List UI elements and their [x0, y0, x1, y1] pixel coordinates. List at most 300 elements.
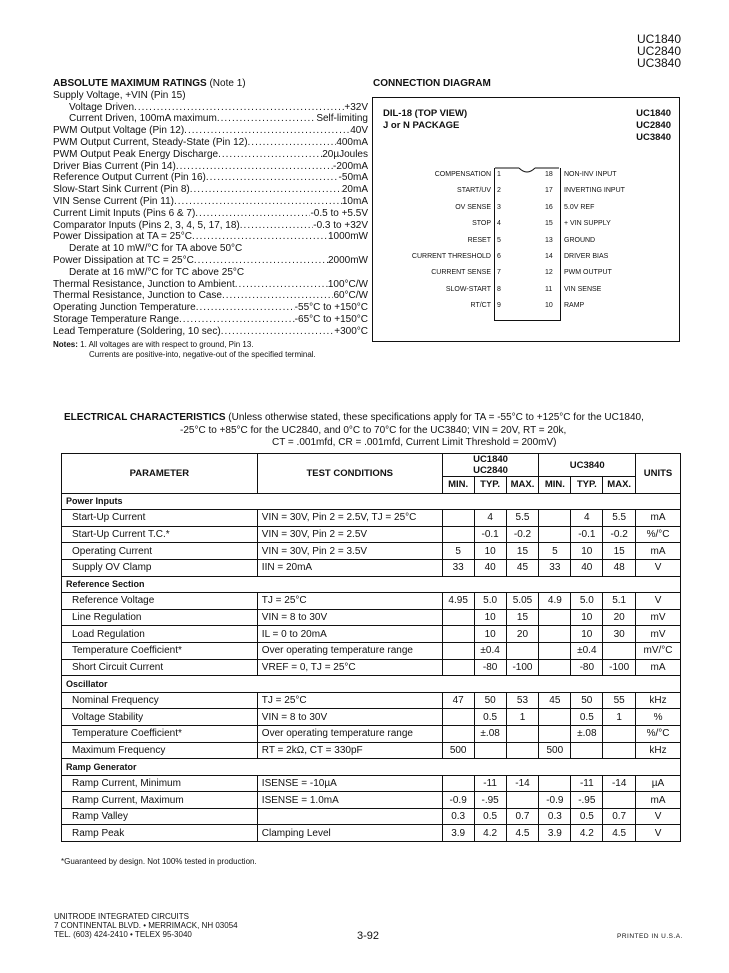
value-cell: 20: [506, 626, 539, 643]
amr-leader: [134, 102, 344, 114]
units-cell: mV: [636, 609, 681, 626]
pin-name: COMPENSATION: [434, 171, 491, 178]
amr-label: Operating Junction Temperature: [53, 302, 196, 314]
value-cell: ±0.4: [571, 642, 603, 659]
pin-number: 18: [545, 171, 553, 178]
table-row: [62, 626, 681, 643]
value-cell: 4.9: [539, 593, 571, 610]
value-cell: 4: [571, 510, 603, 527]
amr-leader: [217, 113, 316, 125]
value-cell: 45: [506, 559, 539, 576]
value-cell: [603, 742, 636, 759]
condition-cell: RT = 2kΩ, CT = 330pF: [257, 742, 442, 759]
amr-row: [53, 314, 368, 326]
value-cell: 20: [603, 609, 636, 626]
value-cell: [539, 775, 571, 792]
parameter-cell: Supply OV Clamp: [62, 559, 258, 576]
section-title: Oscillator: [62, 676, 681, 693]
pin-number: 2: [497, 187, 501, 195]
table-row: [62, 559, 681, 576]
amr-leader: [194, 255, 328, 267]
section-row: [62, 676, 681, 693]
value-cell: 5: [539, 543, 571, 560]
parameter-cell: Line Regulation: [62, 609, 258, 626]
amr-leader: [244, 267, 368, 279]
amr-label: Power Dissipation at TC = 25°C: [53, 254, 194, 266]
pin-number: 10: [545, 302, 553, 310]
parameter-cell: Ramp Current, Maximum: [62, 792, 258, 809]
units-cell: µA: [636, 775, 681, 792]
part-number: UC2840: [637, 44, 682, 58]
diagram-part-number: UC3840: [636, 132, 671, 143]
pin-name: PWM OUTPUT: [564, 269, 612, 277]
amr-label: PWM Output Peak Energy Discharge: [53, 148, 219, 160]
pin-number: 14: [545, 253, 553, 260]
value-cell: 10: [571, 626, 603, 643]
parameter-cell: Ramp Current, Minimum: [62, 775, 258, 792]
value-cell: [539, 659, 571, 676]
section-title: Reference Section: [62, 576, 681, 593]
pin-name: CURRENT SENSE: [431, 269, 491, 277]
parameter-cell: Temperature Coefficient*: [62, 642, 258, 659]
value-cell: 0.3: [539, 808, 571, 825]
ec-table-body: [62, 493, 681, 841]
amr-row: [53, 326, 368, 338]
amr-value: -0.3 to +32V: [313, 219, 368, 231]
value-cell: 4.5: [506, 825, 539, 842]
value-cell: -.95: [474, 792, 506, 809]
value-cell: 0.3: [442, 808, 474, 825]
value-cell: 3.9: [442, 825, 474, 842]
value-cell: [442, 725, 474, 742]
table-row: [62, 709, 681, 726]
parameter-cell: Nominal Frequency: [62, 692, 258, 709]
units-cell: mA: [636, 543, 681, 560]
amr-row: [53, 220, 368, 232]
value-cell: [442, 526, 474, 543]
table-row: [62, 526, 681, 543]
value-cell: [571, 742, 603, 759]
pin-name: 5.0V REF: [564, 203, 595, 211]
value-cell: [603, 725, 636, 742]
table-row: [62, 593, 681, 610]
pin-name: + VIN SUPPLY: [564, 220, 611, 228]
amr-label: Derate at 16 mW/°C for TC above 25°C: [69, 266, 245, 278]
value-cell: [539, 609, 571, 626]
pin-number: 7: [497, 269, 501, 277]
value-cell: -.95: [571, 792, 603, 809]
value-cell: 10: [474, 543, 506, 560]
col-typ: TYP.: [571, 477, 603, 494]
value-cell: ±0.4: [474, 642, 506, 659]
condition-cell: Over operating temperature range: [257, 725, 442, 742]
value-cell: 1: [603, 709, 636, 726]
table-row: [62, 775, 681, 792]
section-title: Ramp Generator: [62, 759, 681, 776]
amr-row: [53, 149, 368, 161]
parameter-cell: Ramp Valley: [62, 808, 258, 825]
table-row: [62, 808, 681, 825]
amr-label: Voltage Driven: [69, 101, 135, 113]
value-cell: -0.2: [506, 526, 539, 543]
value-cell: 0.5: [474, 709, 506, 726]
value-cell: [474, 742, 506, 759]
amr-leader: [206, 172, 339, 184]
section-row: [62, 759, 681, 776]
group-part-a: UC1840: [473, 454, 508, 465]
units-cell: %/°C: [636, 725, 681, 742]
units-cell: kHz: [636, 742, 681, 759]
part-number-list: [637, 33, 681, 69]
amr-value: 40V: [350, 125, 368, 137]
value-cell: [539, 626, 571, 643]
pin-name: INVERTING INPUT: [564, 187, 625, 195]
value-cell: [442, 775, 474, 792]
amr-row: [53, 302, 368, 314]
amr-label: Slow-Start Sink Current (Pin 8): [53, 184, 190, 196]
section-row: [62, 576, 681, 593]
col-typ: TYP.: [474, 477, 506, 494]
value-cell: 5.0: [571, 593, 603, 610]
package-type: J or N PACKAGE: [383, 120, 460, 131]
condition-cell: IIN = 20mA: [257, 559, 442, 576]
amr-leader: [196, 302, 295, 314]
pin-number: 4: [497, 220, 501, 228]
col-parameter: PARAMETER: [62, 454, 258, 494]
amr-value: +300°C: [334, 325, 368, 337]
diagram-part-numbers: [636, 108, 671, 144]
amr-row: [53, 243, 368, 255]
amr-row: [53, 184, 368, 196]
pin-name: GROUND: [564, 236, 596, 244]
pin-name: SLOW-START: [445, 285, 491, 293]
amr-value: 400mA: [336, 136, 368, 148]
amr-leader: [222, 290, 333, 302]
connection-diagram: [372, 97, 680, 342]
value-cell: 50: [474, 692, 506, 709]
condition-cell: TJ = 25°C: [257, 692, 442, 709]
amr-leader: [179, 314, 295, 326]
package-label: [383, 108, 467, 132]
pin-number: 5: [497, 236, 501, 244]
parameter-cell: Temperature Coefficient*: [62, 725, 258, 742]
value-cell: [539, 642, 571, 659]
amr-leader: [248, 137, 337, 149]
note-2: Currents are positive-into, negative-out of the specified terminal.: [89, 349, 316, 359]
amr-value: -50mA: [338, 172, 368, 184]
amr-label: Thermal Resistance, Junction to Case: [53, 290, 222, 302]
table-row: [62, 510, 681, 527]
value-cell: 5: [442, 543, 474, 560]
table-row: [62, 792, 681, 809]
amr-value: -65°C to +150°C: [294, 313, 368, 325]
value-cell: 30: [603, 626, 636, 643]
value-cell: 33: [539, 559, 571, 576]
pin-name: VIN SENSE: [564, 285, 602, 293]
value-cell: [442, 659, 474, 676]
value-cell: [539, 709, 571, 726]
amr-leader: [186, 90, 368, 102]
parameter-cell: Maximum Frequency: [62, 742, 258, 759]
pin-number: 16: [545, 203, 553, 211]
pin-number: 11: [545, 285, 553, 293]
value-cell: 3.9: [539, 825, 571, 842]
value-cell: 50: [571, 692, 603, 709]
value-cell: 15: [506, 543, 539, 560]
condition-cell: VIN = 30V, Pin 2 = 3.5V: [257, 543, 442, 560]
value-cell: 4: [474, 510, 506, 527]
amr-label: PWM Output Current, Steady-State (Pin 12): [53, 136, 248, 148]
value-cell: [539, 510, 571, 527]
value-cell: 55: [603, 692, 636, 709]
amr-value: 20µJoules: [322, 148, 368, 160]
amr-label: Driver Bias Current (Pin 14): [53, 160, 176, 172]
col-max: MAX.: [603, 477, 636, 494]
col-min: MIN.: [442, 477, 474, 494]
condition-cell: TJ = 25°C: [257, 593, 442, 610]
amr-row: [53, 231, 368, 243]
condition-cell: VIN = 8 to 30V: [257, 709, 442, 726]
col-group-uc3840: UC3840: [539, 454, 636, 477]
units-cell: %/°C: [636, 526, 681, 543]
value-cell: [603, 792, 636, 809]
pin-number: 8: [497, 285, 501, 293]
value-cell: [506, 792, 539, 809]
amr-label: Derate at 10 mW/°C for TA above 50°C: [69, 243, 243, 255]
value-cell: -0.2: [603, 526, 636, 543]
condition-cell: VIN = 30V, Pin 2 = 2.5V, TJ = 25°C: [257, 510, 442, 527]
amr-row: [53, 196, 368, 208]
value-cell: 10: [571, 609, 603, 626]
units-cell: kHz: [636, 692, 681, 709]
ec-conditions-2: -25°C to +85°C for the UC2840, and 0°C to 70°C for the UC3840; VIN = 20V, RT = 20k,: [180, 424, 567, 436]
units-cell: V: [636, 808, 681, 825]
value-cell: 4.5: [603, 825, 636, 842]
value-cell: 0.7: [603, 808, 636, 825]
pin-number: 9: [497, 302, 501, 310]
value-cell: 500: [442, 742, 474, 759]
value-cell: ±.08: [474, 725, 506, 742]
pin-number: 13: [545, 236, 553, 244]
amr-row: [53, 172, 368, 184]
group-part-b: UC2840: [473, 465, 508, 476]
condition-cell: VIN = 8 to 30V: [257, 609, 442, 626]
pin-number: 1: [497, 171, 501, 178]
pin-name: RT/CT: [470, 302, 491, 310]
amr-leader: [240, 220, 313, 232]
amr-leader: [242, 243, 368, 255]
value-cell: 0.5: [474, 808, 506, 825]
condition-cell: VIN = 30V, Pin 2 = 2.5V: [257, 526, 442, 543]
amr-row: [53, 125, 368, 137]
value-cell: -80: [571, 659, 603, 676]
company-address: 7 CONTINENTAL BLVD. • MERRIMACK, NH 03054: [54, 921, 238, 930]
pin-number: 12: [545, 269, 553, 277]
parameter-cell: Ramp Peak: [62, 825, 258, 842]
value-cell: 15: [506, 609, 539, 626]
amr-leader: [184, 125, 350, 137]
parameter-cell: Start-Up Current: [62, 510, 258, 527]
pin-name: STOP: [472, 220, 491, 228]
col-group-uc1840: [442, 454, 539, 477]
amr-heading: [53, 78, 368, 90]
parameter-cell: Start-Up Current T.C.*: [62, 526, 258, 543]
amr-value: 100°C/W: [327, 278, 368, 290]
amr-title-note: (Note 1): [206, 78, 246, 89]
value-cell: -0.9: [442, 792, 474, 809]
value-cell: [442, 709, 474, 726]
amr-row: [53, 137, 368, 149]
col-conditions: TEST CONDITIONS: [257, 454, 442, 494]
connection-diagram-title: CONNECTION DIAGRAM: [373, 78, 491, 89]
amr-label: PWM Output Voltage (Pin 12): [53, 125, 185, 137]
col-max: MAX.: [506, 477, 539, 494]
section-row: [62, 493, 681, 510]
value-cell: 10: [474, 626, 506, 643]
condition-cell: Over operating temperature range: [257, 642, 442, 659]
amr-leader: [176, 161, 333, 173]
absolute-max-ratings: [53, 78, 368, 360]
value-cell: 5.5: [506, 510, 539, 527]
units-cell: mV: [636, 626, 681, 643]
table-row: [62, 825, 681, 842]
amr-label: Reference Output Current (Pin 16): [53, 172, 206, 184]
value-cell: 40: [474, 559, 506, 576]
pin-number: 3: [497, 203, 501, 211]
amr-row: [53, 279, 368, 291]
value-cell: 500: [539, 742, 571, 759]
amr-value: -55°C to +150°C: [294, 302, 368, 314]
amr-leader: [221, 326, 335, 338]
value-cell: 0.5: [571, 808, 603, 825]
amr-label: Current Limit Inputs (Pins 6 & 7): [53, 207, 196, 219]
pin-number: 15: [545, 220, 553, 228]
table-row: [62, 659, 681, 676]
value-cell: 0.5: [571, 709, 603, 726]
value-cell: 4.95: [442, 593, 474, 610]
ec-heading-line1: [60, 412, 680, 425]
value-cell: -100: [506, 659, 539, 676]
diagram-part-number: UC1840: [636, 108, 671, 119]
col-units: UNITS: [636, 454, 681, 494]
section-title: Power Inputs: [62, 493, 681, 510]
amr-value: -0.5 to +5.5V: [310, 207, 368, 219]
condition-cell: ISENSE = 1.0mA: [257, 792, 442, 809]
amr-leader: [190, 184, 342, 196]
amr-label: Current Driven, 100mA maximum: [69, 113, 217, 125]
pin-number: 17: [545, 187, 553, 195]
parameter-cell: Reference Voltage: [62, 593, 258, 610]
package-view: DIL-18 (TOP VIEW): [383, 108, 468, 119]
ec-conditions-1: (Unless otherwise stated, these specifications apply for TA = -55°C to +125°C for the UC1840,: [225, 412, 644, 423]
page-number: 3-92: [357, 930, 380, 942]
condition-cell: IL = 0 to 20mA: [257, 626, 442, 643]
value-cell: -0.9: [539, 792, 571, 809]
value-cell: 0.7: [506, 808, 539, 825]
value-cell: [442, 609, 474, 626]
amr-rows: [53, 90, 368, 338]
value-cell: -14: [603, 775, 636, 792]
amr-label: Lead Temperature (Soldering, 10 sec): [53, 325, 221, 337]
amr-label: Comparator Inputs (Pins 2, 3, 4, 5, 17, 18): [53, 219, 240, 231]
amr-row: [53, 161, 368, 173]
units-cell: V: [636, 559, 681, 576]
amr-row: [53, 267, 368, 279]
condition-cell: ISENSE = -10µA: [257, 775, 442, 792]
company-name: UNITRODE INTEGRATED CIRCUITS: [54, 912, 189, 921]
value-cell: -100: [603, 659, 636, 676]
value-cell: 45: [539, 692, 571, 709]
amr-leader: [235, 279, 328, 291]
amr-row: [53, 255, 368, 267]
electrical-characteristics-table: [61, 453, 681, 842]
amr-label: Thermal Resistance, Junction to Ambient: [53, 278, 235, 290]
table-row: [62, 742, 681, 759]
amr-row: [53, 90, 368, 102]
value-cell: [442, 626, 474, 643]
ec-conditions-3: CT = .001mfd, CR = .001mfd, Current Limit Threshold = 200mV): [272, 437, 557, 448]
company-phone: TEL. (603) 424-2410 • TELEX 95-3040: [54, 930, 192, 939]
company-info: [54, 912, 238, 939]
amr-row: [53, 208, 368, 220]
amr-label: Supply Voltage, +VIN (Pin 15): [53, 89, 186, 101]
table-row: [62, 609, 681, 626]
value-cell: [506, 725, 539, 742]
amr-value: 1000mW: [327, 231, 368, 243]
value-cell: -11: [474, 775, 506, 792]
amr-row: [53, 102, 368, 114]
amr-notes: [53, 340, 368, 360]
value-cell: -0.1: [474, 526, 506, 543]
table-row: [62, 543, 681, 560]
pin-name: DRIVER BIAS: [564, 253, 609, 260]
ec-heading: [60, 412, 680, 450]
notes-label: Notes:: [53, 339, 78, 349]
units-cell: %: [636, 709, 681, 726]
pin-name: CURRENT THRESHOLD: [411, 253, 491, 260]
value-cell: [506, 742, 539, 759]
value-cell: 5.05: [506, 593, 539, 610]
amr-row: [53, 290, 368, 302]
ec-title: ELECTRICAL CHARACTERISTICS: [64, 412, 226, 423]
value-cell: 5.5: [603, 510, 636, 527]
units-cell: V: [636, 593, 681, 610]
value-cell: [539, 526, 571, 543]
value-cell: 5.0: [474, 593, 506, 610]
amr-label: Storage Temperature Range: [53, 313, 180, 325]
value-cell: 5.1: [603, 593, 636, 610]
parameter-cell: Operating Current: [62, 543, 258, 560]
value-cell: [539, 725, 571, 742]
note-1: 1. All voltages are with respect to ground, Pin 13.: [77, 339, 254, 349]
units-cell: mA: [636, 510, 681, 527]
diagram-part-number: UC2840: [636, 120, 671, 131]
amr-value: 20mA: [341, 184, 368, 196]
parameter-cell: Short Circuit Current: [62, 659, 258, 676]
amr-value: -200mA: [332, 160, 368, 172]
value-cell: -80: [474, 659, 506, 676]
value-cell: 33: [442, 559, 474, 576]
value-cell: -14: [506, 775, 539, 792]
units-cell: mV/°C: [636, 642, 681, 659]
parameter-cell: Voltage Stability: [62, 709, 258, 726]
table-row: [62, 692, 681, 709]
table-row: [62, 725, 681, 742]
value-cell: [442, 642, 474, 659]
units-cell: mA: [636, 792, 681, 809]
amr-value: 2000mW: [327, 254, 368, 266]
value-cell: -11: [571, 775, 603, 792]
